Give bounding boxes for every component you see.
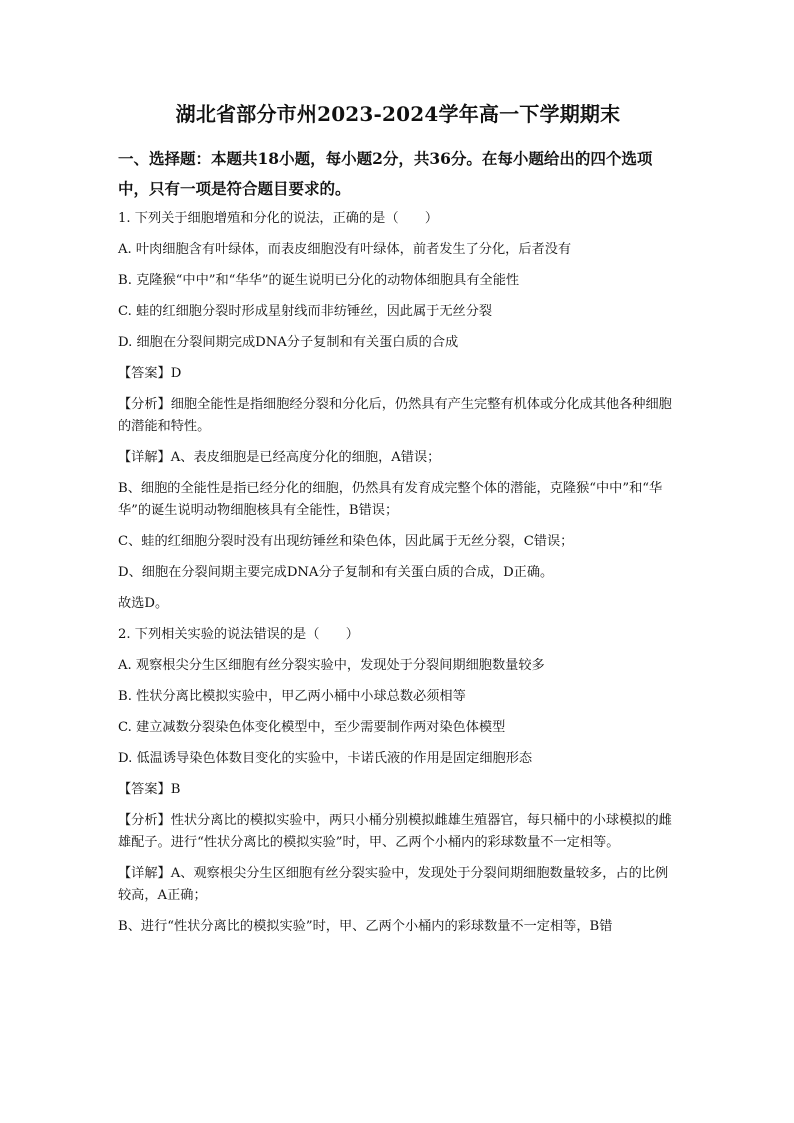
- q1-conclusion: 故选D。: [118, 596, 169, 611]
- q2-detail-b: B、进行“性状分离比的模拟实验”时，甲、乙两个小桶内的彩球数量不一定相等，B错: [118, 919, 613, 934]
- q2-option-b: B. 性状分离比模拟实验中，甲乙两小桶中小球总数必须相等: [118, 689, 466, 704]
- q2-option-c: C. 建立减数分裂染色体变化模型中，至少需要制作两对染色体模型: [118, 720, 506, 735]
- q2-analysis-tag: 【分析】: [118, 813, 171, 828]
- q1-detail-tag: 【详解】: [118, 450, 171, 465]
- q2-analysis-text: 性状分离比的模拟实验中，两只小桶分别模拟雌雄生殖器官，每只桶中的小球模拟的雌雄配子。进行“性状分离比的模拟实验”时，甲、乙两个小桶内的彩球数量不一定相等。: [118, 813, 672, 850]
- document-page: [118, 102, 678, 947]
- q1-answer-value: D: [170, 366, 182, 381]
- q2-detail-a: A、观察根尖分生区细胞有丝分裂实验中，发现处于分裂间期细胞数量较多，占的比例较高，A正确；: [118, 866, 669, 903]
- document-title: 湖北省部分市州2023-2024学年高一下学期期末: [175, 102, 621, 126]
- section-heading: 一、选择题：本题共18小题，每小题2分，共36分。在每小题给出的四个选项中，只有一项是符合题目要求的。: [118, 149, 653, 198]
- q1-analysis-row: [118, 394, 678, 438]
- q2-detail-tag: 【详解】: [118, 866, 171, 881]
- q1-detail-c: C、蛙的红细胞分裂时没有出现纺锤丝和染色体，因此属于无丝分裂，C错误；: [118, 534, 574, 549]
- q2-detail-row: [118, 863, 678, 907]
- q2-answer-tag: 【答案】: [118, 782, 171, 797]
- q1-option-b: B. 克隆猴“中中”和“华华”的诞生说明已分化的动物体细胞具有全能性: [118, 273, 520, 288]
- q1-answer-tag: 【答案】: [118, 366, 171, 381]
- q1-stem: 1. 下列关于细胞增殖和分化的说法，正确的是（ ）: [118, 211, 439, 226]
- q1-answer-row: [118, 363, 678, 385]
- q1-detail-a: A、表皮细胞是已经高度分化的细胞，A错误；: [170, 450, 441, 465]
- q1-detail-b: B、细胞的全能性是指已经分化的细胞，仍然具有发育成完整个体的潜能，克隆猴“中中”和“华华”的诞生说明动物细胞核具有全能性，B错误；: [118, 481, 663, 518]
- q2-answer-row: [118, 779, 678, 801]
- q1-analysis-text: 细胞全能性是指细胞经分裂和分化后，仍然具有产生完整有机体或分化成其他各种细胞的潜能和特性。: [118, 397, 672, 434]
- q1-detail-d: D、细胞在分裂间期主要完成DNA分子复制和有关蛋白质的合成，D正确。: [118, 565, 554, 580]
- q1-option-a: A. 叶肉细胞含有叶绿体，而表皮细胞没有叶绿体，前者发生了分化，后者没有: [118, 242, 572, 257]
- q2-analysis-row: [118, 810, 678, 854]
- q2-stem: 2. 下列相关实验的说法错误的是（ ）: [118, 627, 359, 642]
- q1-detail-row: [118, 447, 678, 469]
- q1-option-c: C. 蛙的红细胞分裂时形成星射线而非纺锤丝，因此属于无丝分裂: [118, 304, 493, 319]
- q2-option-d: D. 低温诱导染色体数目变化的实验中，卡诺氏液的作用是固定细胞形态: [118, 751, 533, 766]
- q2-option-a: A. 观察根尖分生区细胞有丝分裂实验中，发现处于分裂间期细胞数量较多: [118, 658, 545, 673]
- q1-option-d: D. 细胞在分裂间期完成DNA分子复制和有关蛋白质的合成: [118, 335, 459, 350]
- q1-analysis-tag: 【分析】: [118, 397, 171, 412]
- q2-answer-value: B: [170, 782, 181, 797]
